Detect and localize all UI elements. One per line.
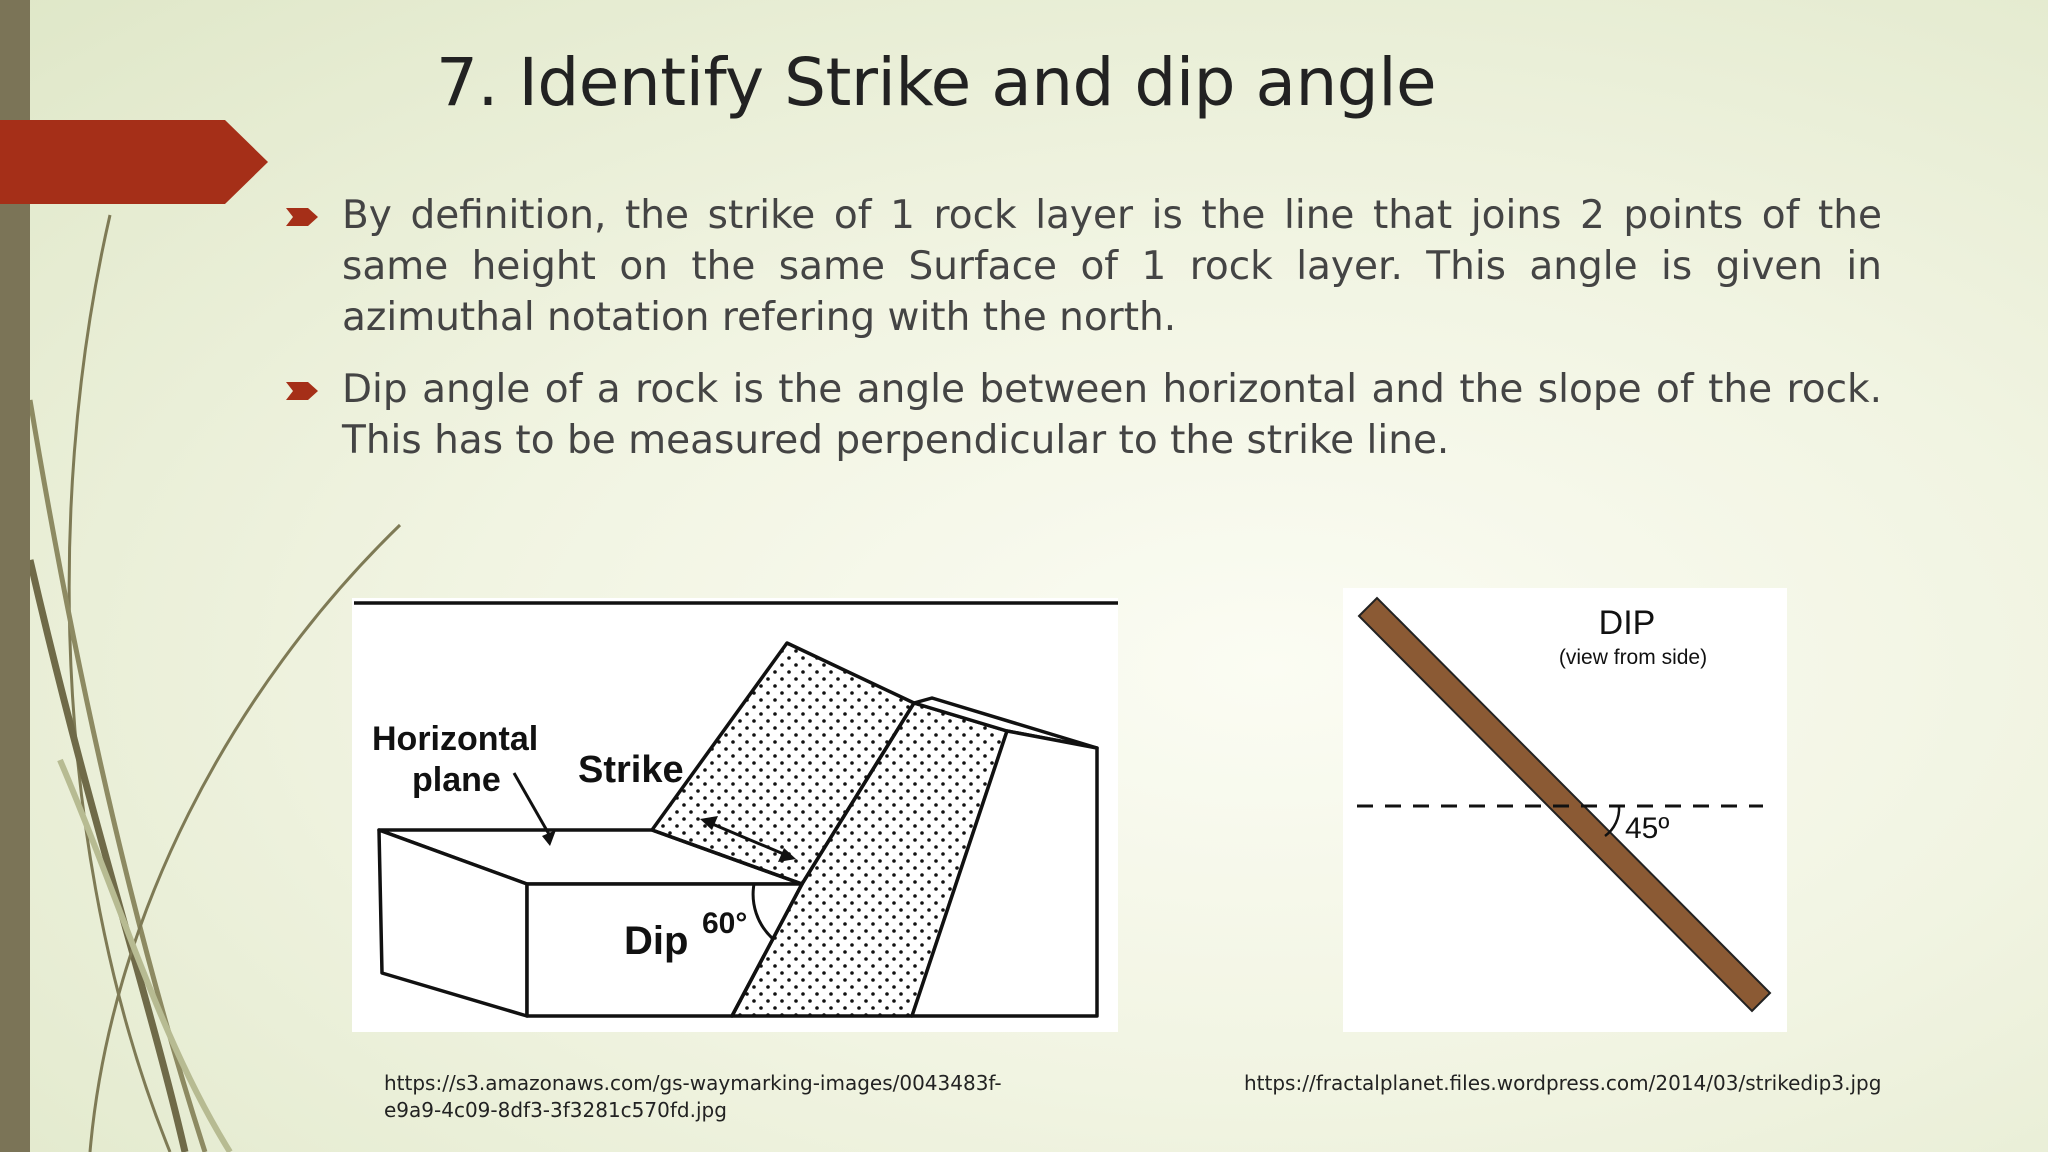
bullet-text-strike: By definition, the strike of 1 rock layer is the line that joins 2 points of the same height on the same Surface of 1 rock layer. This angle is given in azimuthal notation refering with the north. — [342, 193, 1882, 340]
bullet-item-dip — [286, 364, 1882, 466]
dip-side-view-diagram — [1343, 588, 1787, 1032]
arrow-bullet-icon — [286, 208, 318, 226]
label-strike: Strike — [578, 749, 684, 791]
bullet-text-dip: Dip angle of a rock is the angle between horizontal and the slope of the rock. This has to be measured perpendicular to the strike line. — [342, 367, 1882, 463]
dip-title: DIP — [1598, 604, 1656, 642]
bullet-item-strike — [286, 190, 1882, 343]
accent-arrow — [0, 120, 268, 204]
label-horizontal: Horizontal — [372, 720, 539, 758]
label-plane: plane — [412, 761, 501, 799]
strike-dip-block-diagram — [352, 598, 1118, 1032]
arrow-bullet-icon — [286, 382, 318, 400]
caption-left-url[interactable]: https://s3.amazonaws.com/gs-waymarking-images/0043483f-e9a9-4c09-8df3-3f3281c570fd.jpg — [384, 1071, 1002, 1122]
angle-label-45: 45º — [1625, 812, 1670, 845]
dip-subtitle: (view from side) — [1558, 646, 1708, 669]
bullet-list — [286, 190, 1882, 487]
label-dip: Dip — [624, 919, 689, 963]
caption-right-url[interactable]: https://fractalplanet.files.wordpress.com/2014/03/strikedip3.jpg — [1244, 1071, 1882, 1095]
slide-title: 7. Identify Strike and dip angle — [436, 44, 1437, 121]
dip-side-view-svg — [1343, 588, 1787, 1032]
label-angle-60: 60° — [702, 907, 748, 940]
block-diagram-svg — [352, 598, 1118, 1032]
